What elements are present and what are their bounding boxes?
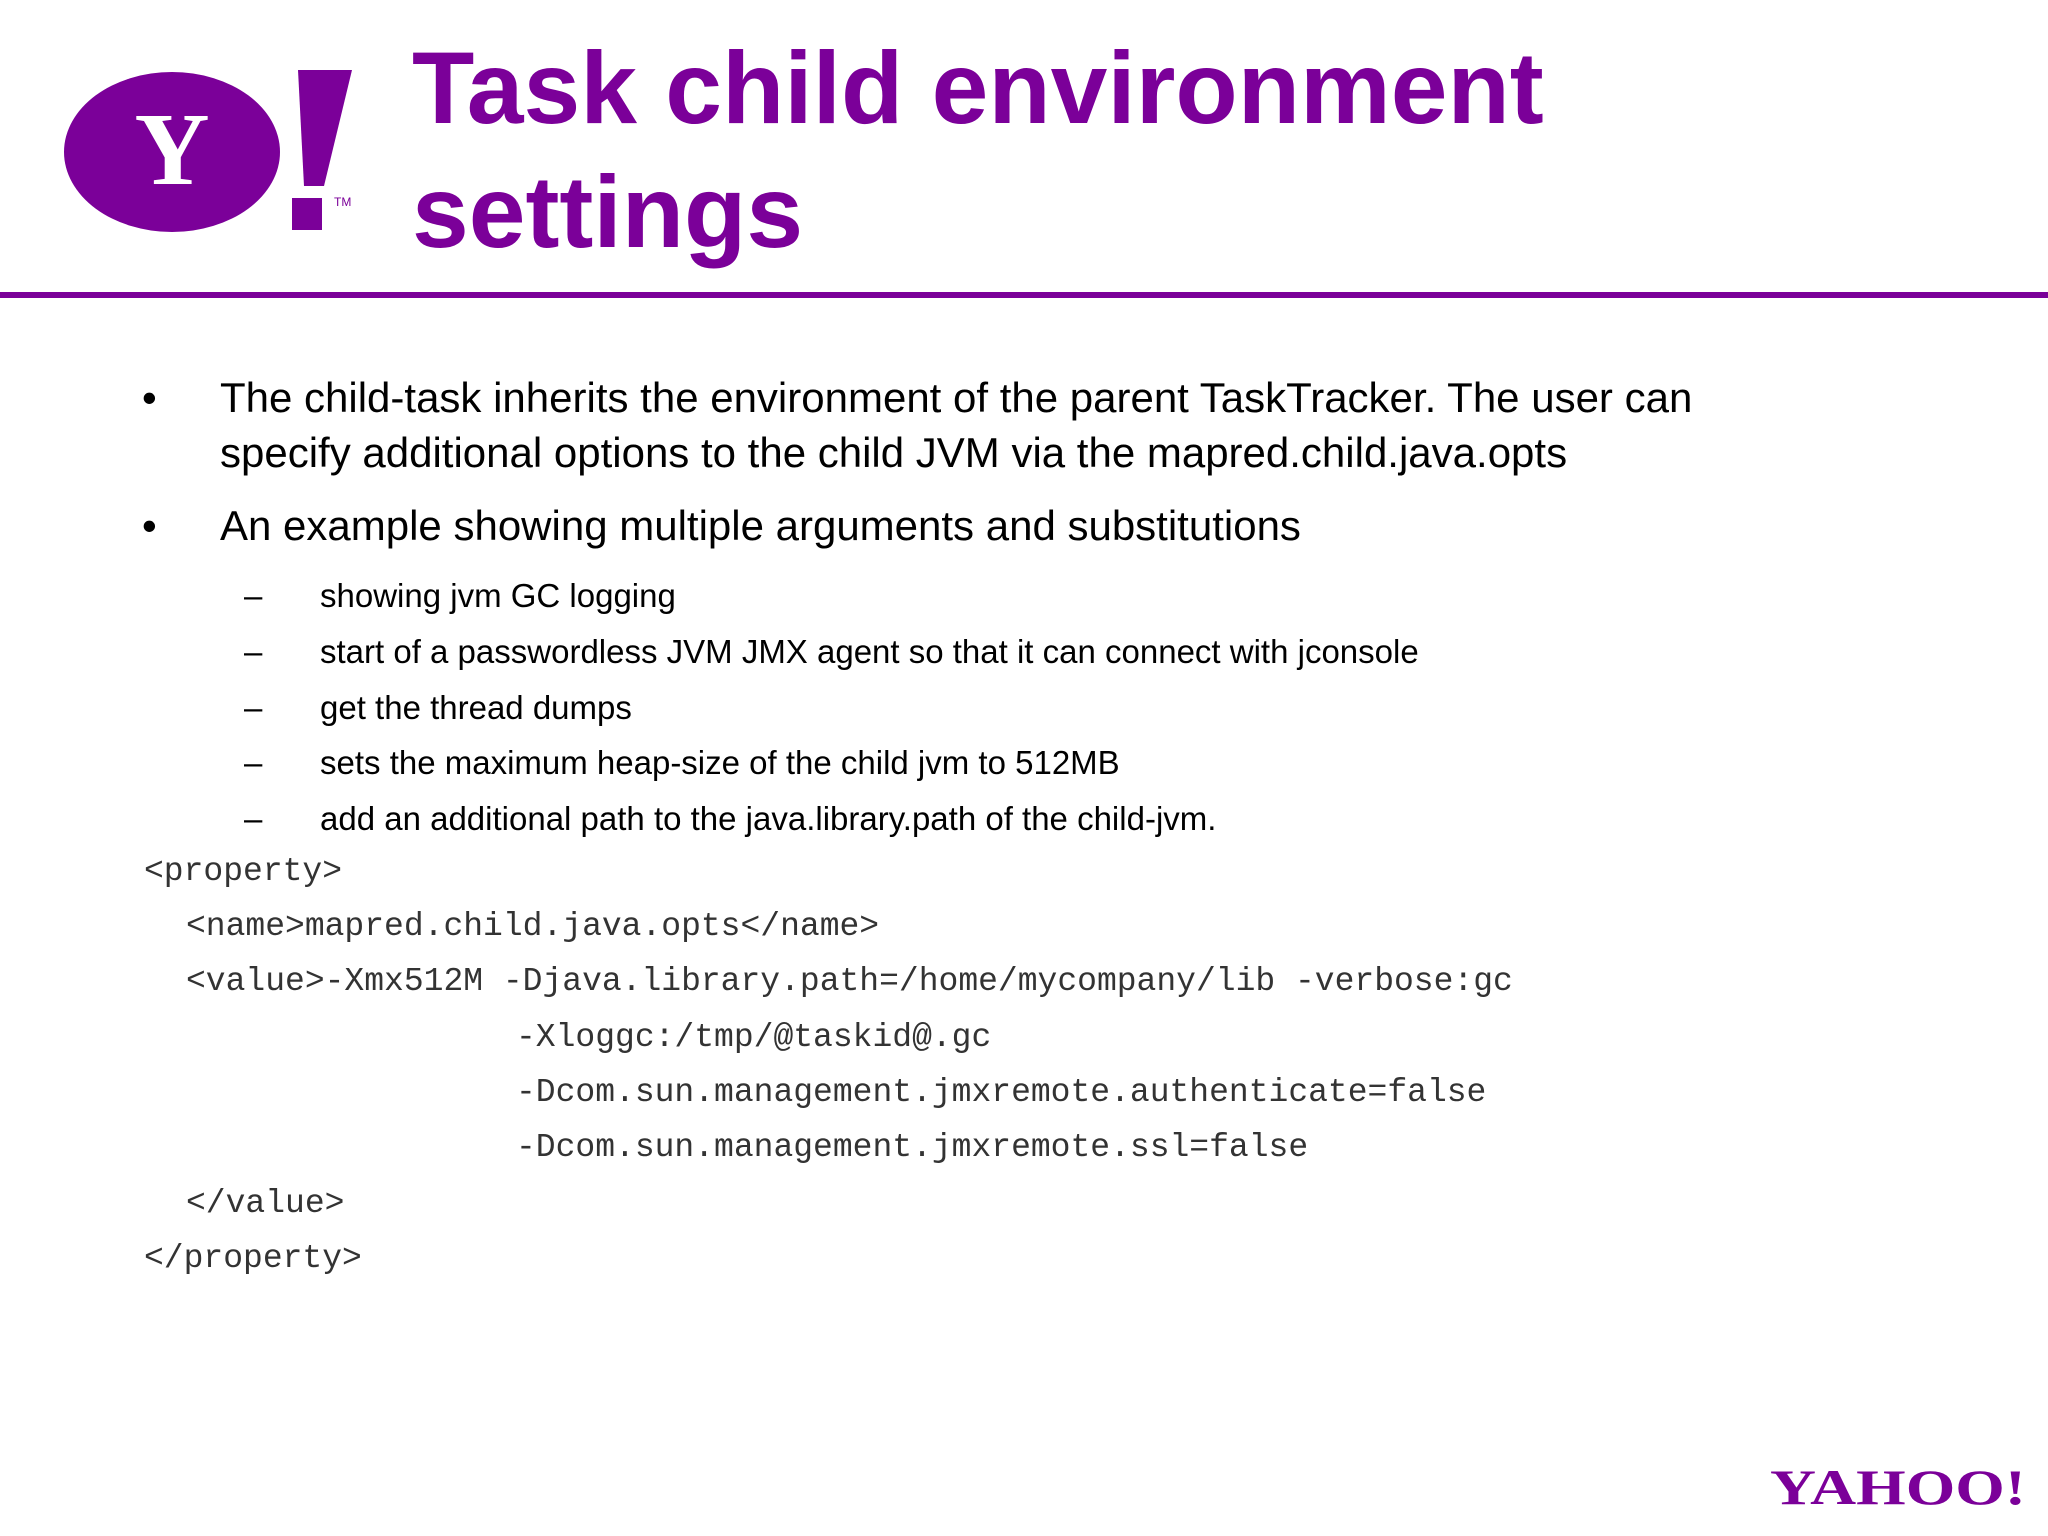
code-line: </value> [186, 1185, 345, 1222]
code-line: </property> [144, 1240, 362, 1277]
sub-item-text: showing jvm GC logging [320, 577, 676, 614]
slide-header [0, 0, 2048, 296]
bullet-text: The child-task inherits the environment of the parent TaskTracker. The user can [220, 374, 1693, 421]
sub-item-symbol: – [244, 800, 263, 837]
title-divider [0, 292, 2048, 298]
code-line: -Dcom.sun.management.jmxremote.ssl=false [516, 1129, 1309, 1166]
code-line: -Xloggc:/tmp/@taskid@.gc [516, 1019, 992, 1056]
bullet-text: An example showing multiple arguments and substitutions [220, 502, 1301, 549]
yahoo-y-logo [62, 66, 362, 238]
trademark-mark: TM [334, 195, 352, 209]
title-line-1: Task child environment [412, 31, 1544, 145]
bullet-symbol: • [142, 502, 157, 549]
sub-item-symbol: – [244, 744, 263, 781]
svg-text:Y: Y [134, 92, 210, 207]
code-block [0, 850, 2048, 1290]
yahoo-wordmark-logo [1770, 1456, 2030, 1516]
sub-item-text: start of a passwordless JVM JMX agent so that it can connect with jconsole [320, 633, 1419, 670]
sub-item-symbol: – [244, 689, 263, 726]
slide-title [412, 26, 1972, 274]
sub-item-text: add an additional path to the java.library.path of the child-jvm. [320, 800, 1217, 837]
sub-item-symbol: – [244, 633, 263, 670]
code-line: <value>-Xmx512M -Djava.library.path=/home/mycompany/lib -verbose:gc [186, 963, 1513, 1000]
sub-item-symbol: – [244, 577, 263, 614]
title-line-2: settings [412, 155, 804, 269]
code-line: <name>mapred.child.java.opts</name> [186, 908, 880, 945]
yahoo-wordmark-text: YAHOO! [1770, 1459, 2026, 1515]
sub-item-text: get the thread dumps [320, 689, 632, 726]
bullet-text-continued: specify additional options to the child JVM via the mapred.child.java.opts [220, 429, 1568, 476]
bullet-symbol: • [142, 374, 157, 421]
sub-item-text: sets the maximum heap-size of the child jvm to 512MB [320, 744, 1120, 781]
code-line: <property> [144, 853, 343, 890]
code-line: -Dcom.sun.management.jmxremote.authenticate=false [516, 1074, 1487, 1111]
